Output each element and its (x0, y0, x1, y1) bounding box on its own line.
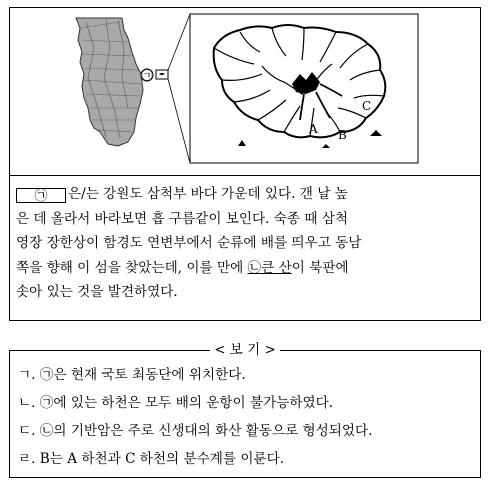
marker-circle-label: ㉠ (141, 69, 153, 82)
bogi-item-4: ㄹ. B는 A 하천과 C 하천의 분수계를 이룬다. (18, 451, 285, 467)
map-figure (10, 8, 480, 174)
passage-divider (10, 175, 480, 176)
passage-line-3: 영장 장한상이 함경도 연변부에서 순류에 배를 띄우고 동남 (16, 235, 362, 251)
label-a: A (309, 122, 318, 136)
korea-map (76, 18, 143, 146)
bogi-box (9, 342, 481, 478)
passage-line-4-rest: 이 북판에 (291, 259, 349, 276)
passage-line-2: 은 데 올라서 바라보면 흡 구름같이 보인다. 숙종 때 삼척 (16, 210, 349, 227)
bogi-title: < 보 기 > (210, 342, 280, 358)
bogi-list (18, 361, 478, 473)
bogi-item-2: ㄴ. ㉠에 있는 하천은 모두 배의 운항이 불가능하였다. (18, 395, 334, 411)
question-box (9, 7, 481, 321)
underlined-big-mountain: ㉡큰 산 (247, 259, 292, 276)
passage-text (16, 182, 474, 305)
bogi-item-3: ㄷ. ㉡의 기반암은 주로 신생대의 화산 활동으로 형성되었다. (18, 423, 373, 439)
passage-line-5: 솟아 있는 것을 발견하였다. (16, 284, 178, 300)
label-b: B (338, 128, 347, 142)
passage-line-4: 쪽을 향해 이 섬을 찾았는데, 이를 만에 (16, 259, 248, 276)
passage-line-1: 은/는 강원도 삼척부 바다 가운데 있다. 갠 날 높 (68, 186, 348, 202)
label-c: C (362, 99, 372, 113)
blank-box: ㉠ (16, 188, 66, 203)
bogi-item-1: ㄱ. ㉠은 현재 국토 최동단에 위치한다. (18, 367, 246, 383)
